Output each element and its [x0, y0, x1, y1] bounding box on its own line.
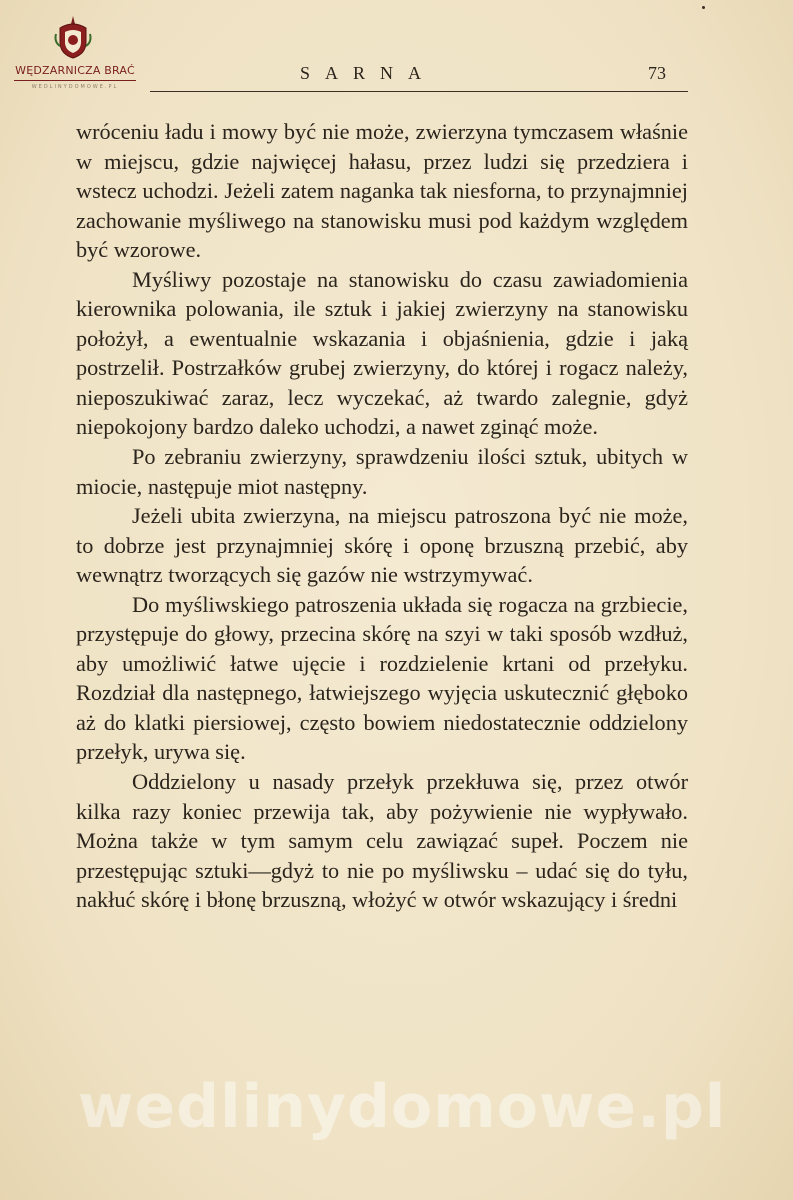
paragraph-3: Po zebraniu zwierzyny, sprawdzeniu ilości sztuk, ubitych w miocie, następuje miot następny.: [76, 444, 688, 499]
logo-caption: WĘDZARNICZA BRAĆ: [15, 64, 135, 77]
paragraph-1: wróceniu ładu i mowy być nie może, zwierzyna tymczasem właśnie w miejscu, gdzie najwięcej hałasu, przez ludzi się przedziera i wstecz uchodzi. Jeżeli zatem naganka tak niesforna, to przynajmniej zachowanie myśliwego na stanowisku musi pod każdym względem być wzorowe.: [76, 119, 688, 263]
running-title: SARNA: [300, 63, 437, 83]
watermark: wedlinydomowe.pl: [78, 1072, 727, 1142]
paragraph-5: Do myśliwskiego patroszenia układa się rogacza na grzbiecie, przystępuje do głowy, przecina skórę na szyi w taki sposób wzdłuż, aby umożliwić łatwe ujęcie i rozdzielenie krtani od przełyku. Rozdział dla następnego, łatwiejszego wyjęcia uskutecznić głęboko aż do klatki piersiowej, często bowiem niedostatecznie oddzielony przełyk, urywa się.: [76, 591, 688, 765]
page-number: 73: [648, 63, 666, 83]
logo-rule: [14, 80, 136, 81]
crest-logo-icon: [52, 14, 94, 60]
header-rule: [150, 91, 688, 92]
body-text: [76, 117, 688, 915]
paragraph-6: Oddzielony u nasady przełyk przekłuwa się, przez otwór kilka razy koniec przewija tak, aby pożywienie nie wypływało. Można także w tym samym celu zawiązać supeł. Poczem nie przestępując sztuki—gdyż to nie po myśliwsku – udać się do tyłu, nakłuć skórę i błonę brzuszną, włożyć w otwór wskazujący i średni: [76, 769, 688, 913]
ink-speck: [702, 6, 705, 9]
logo-subcaption: WEDLINYDOMOWE.PL: [31, 84, 119, 90]
paragraph-2: Myśliwy pozostaje na stanowisku do czasu zawiadomienia kierownika polowania, ile sztuk i jakiej zwierzyny na stanowisku położył, a ewentualnie wskazania i objaśnienia, gdzie i jaką postrzelił. Postrzałków grubej zwierzyny, do której i rogacz należy, nieposzukiwać zaraz, lecz wyczekać, aż twardo zalegnie, gdyż niepokojony bardzo daleko uchodzi, a nawet zginąć może.: [76, 266, 688, 440]
paragraph-4: Jeżeli ubita zwierzyna, na miejscu patroszona być nie może, to dobrze jest przynajmniej skórę i oponę brzuszną przebić, aby wewnątrz tworzących się gazów nie wstrzymywać.: [76, 503, 688, 588]
